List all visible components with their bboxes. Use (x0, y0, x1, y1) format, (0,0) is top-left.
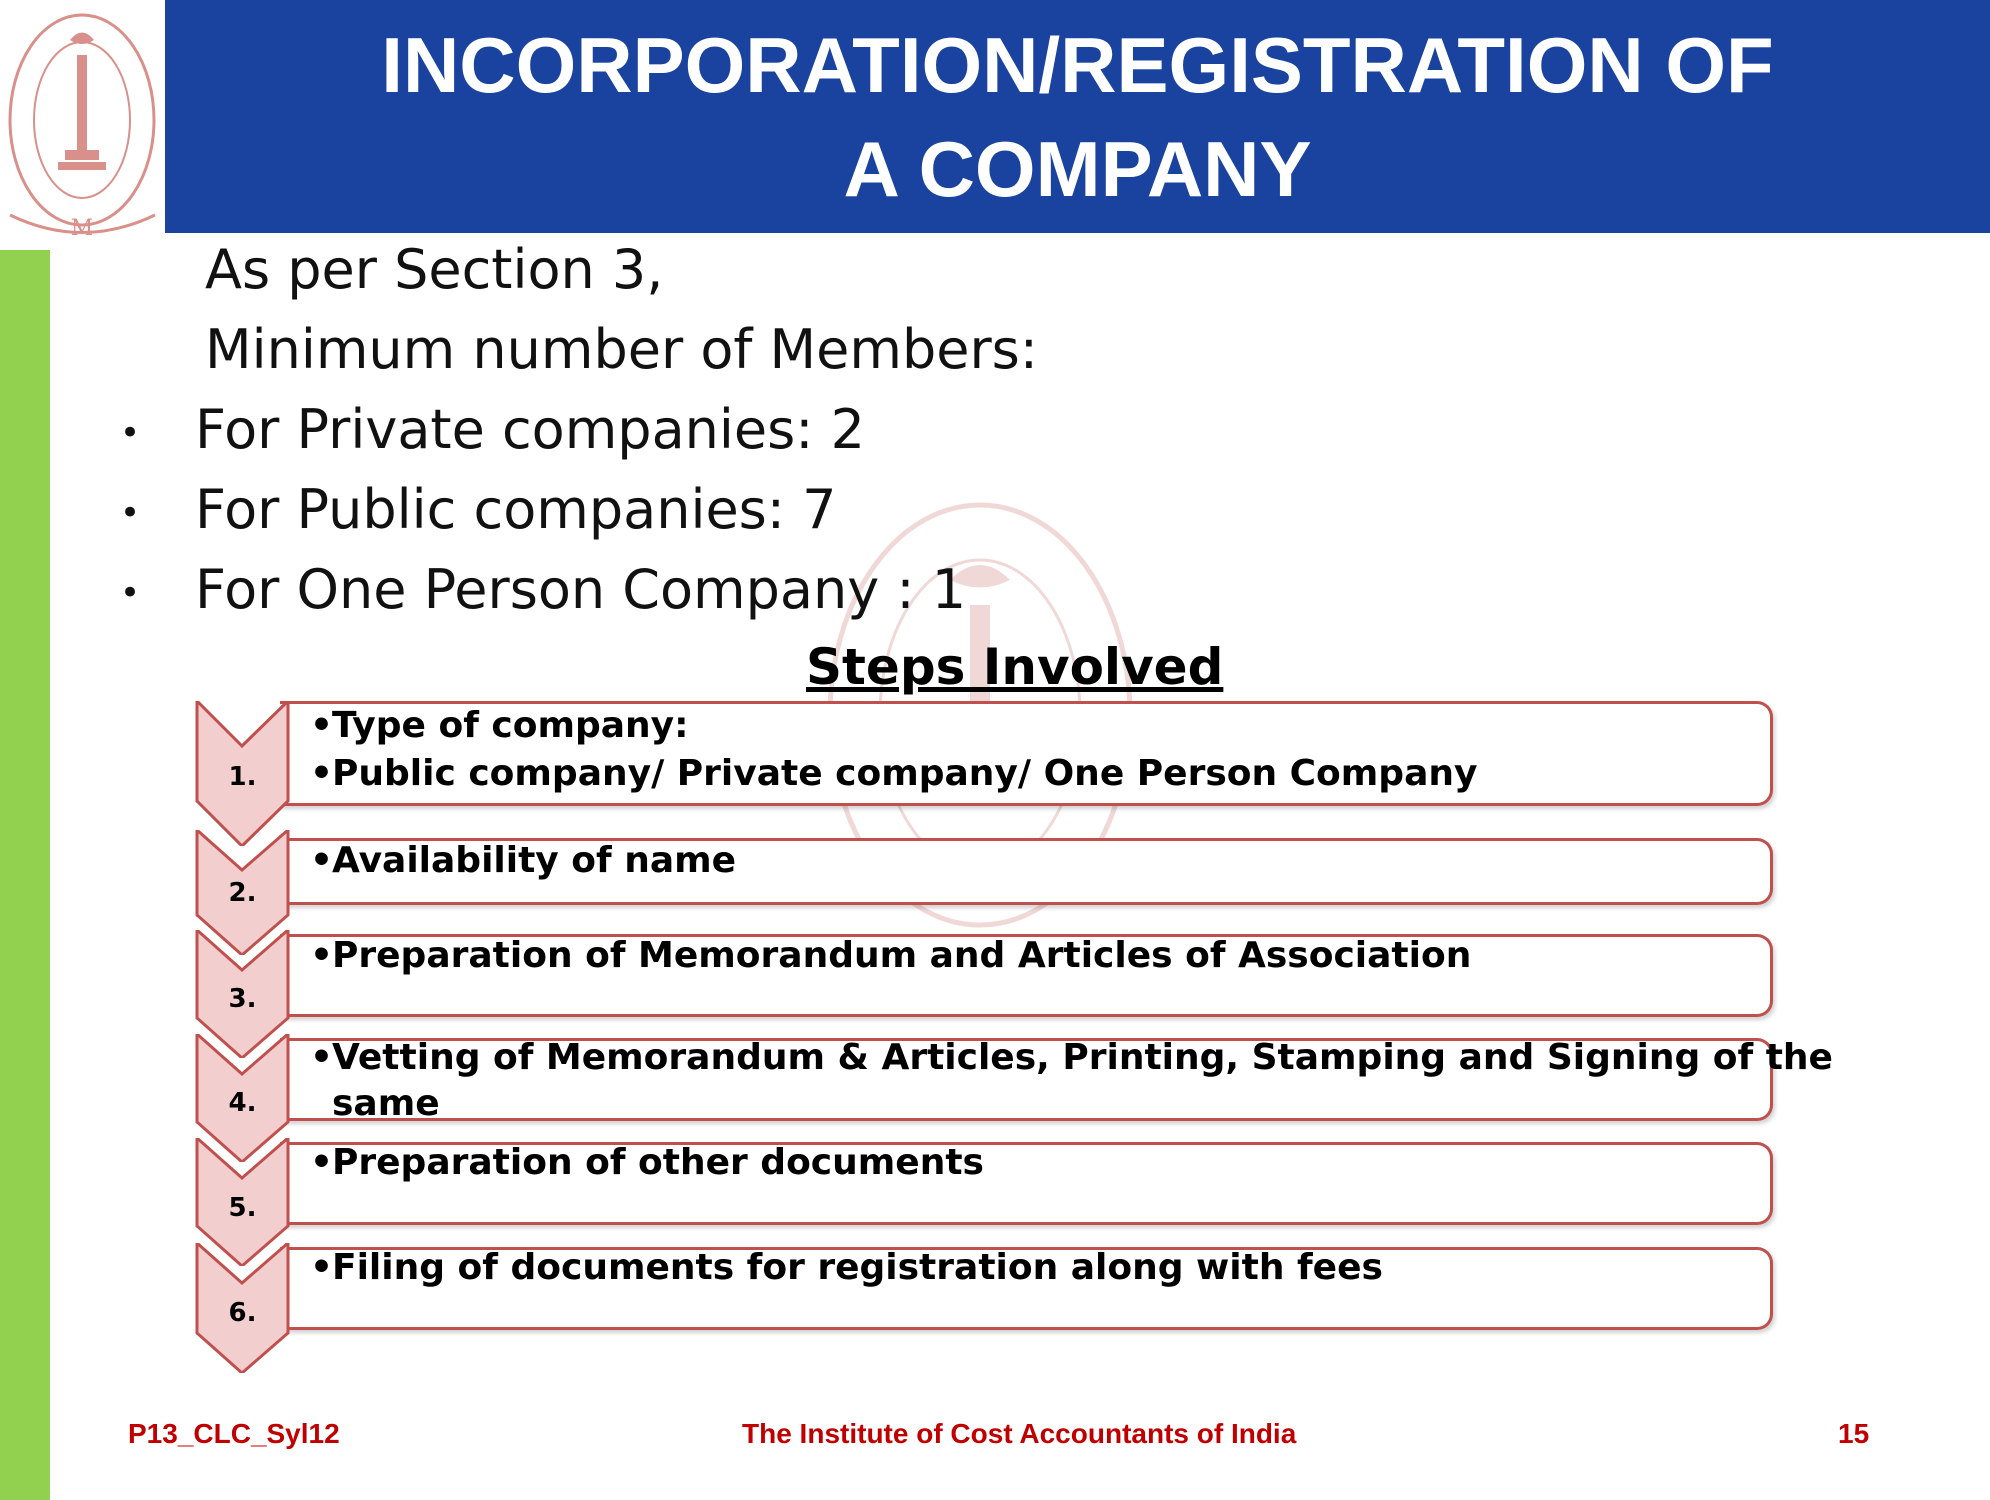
institute-logo (0, 0, 165, 250)
step-number: 3. (228, 984, 257, 1014)
step-text: •Public company/ Private company/ One Person Company (310, 753, 1478, 794)
steps-heading: Steps Involved (806, 638, 1224, 696)
step-text: •Vetting of Memorandum & Articles, Printing, Stamping and Signing of the (310, 1037, 1833, 1078)
bullet-text: For Public companies: 7 (195, 478, 837, 541)
step-text: •Type of company: (310, 705, 689, 746)
intro-members: Minimum number of Members: (205, 318, 1038, 381)
step-text: •Availability of name (310, 840, 737, 881)
bullet-text: For Private companies: 2 (195, 398, 865, 461)
step-text: •Filing of documents for registration along with fees (310, 1247, 1383, 1288)
step-text: same (332, 1083, 440, 1124)
title-banner (165, 0, 1990, 233)
page-title: INCORPORATION/REGISTRATION OF A COMPANY (381, 20, 1774, 213)
step-text: •Preparation of other documents (310, 1142, 984, 1183)
bullet-text: For One Person Company : 1 (195, 558, 967, 621)
bullet-private: • For Private companies: 2 (120, 398, 865, 461)
step-number: 6. (228, 1298, 257, 1328)
bullet-one-person: • For One Person Company : 1 (120, 558, 967, 621)
step-number: 1. (228, 762, 257, 792)
step-number: 2. (228, 878, 257, 908)
step-text: •Preparation of Memorandum and Articles of Association (310, 935, 1472, 976)
side-accent-bar (0, 250, 50, 1500)
bullet-public: • For Public companies: 7 (120, 478, 837, 541)
step-number: 5. (228, 1193, 257, 1223)
footer-page-number: 15 (1838, 1418, 1870, 1449)
svg-text:M: M (70, 216, 94, 241)
intro-section: As per Section 3, (205, 238, 664, 301)
footer-institute: The Institute of Cost Accountants of India (742, 1418, 1297, 1449)
footer-course-code: P13_CLC_Syl12 (128, 1418, 340, 1449)
step-number: 4. (228, 1088, 257, 1118)
